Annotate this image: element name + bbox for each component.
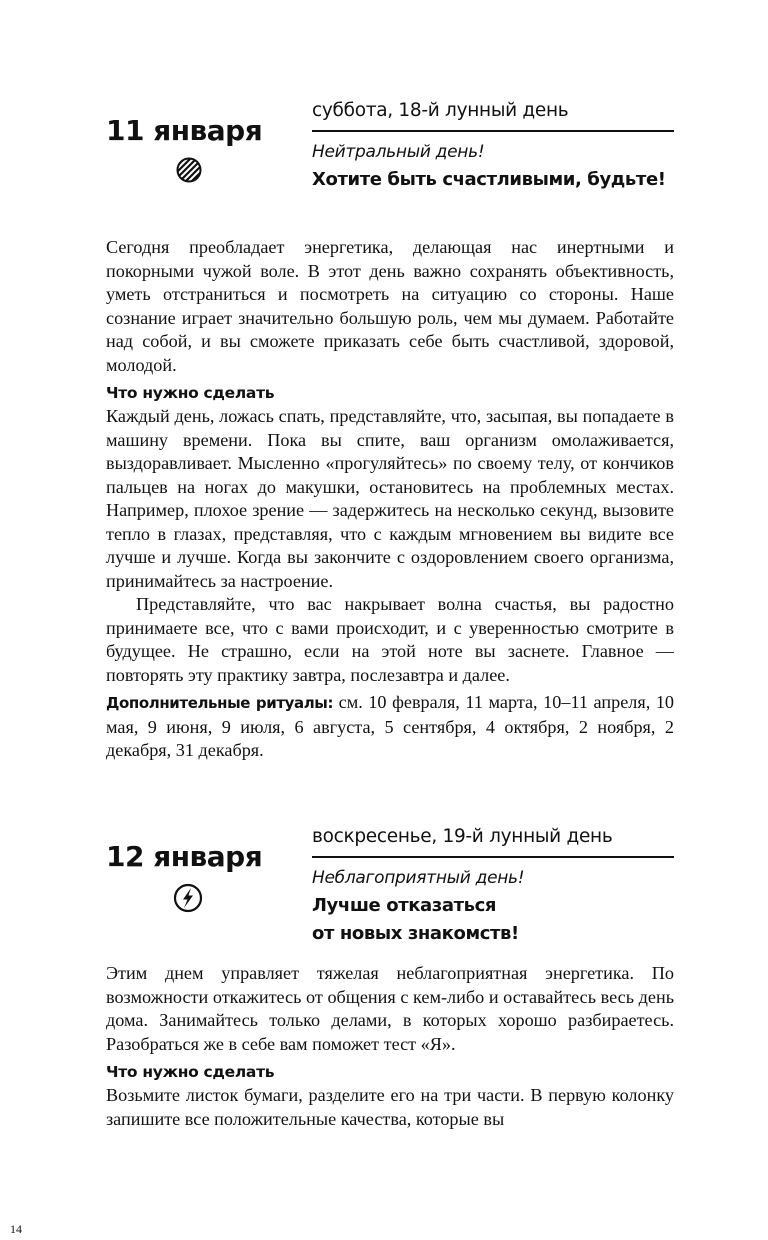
intro-paragraph: Этим днем управляет тяжелая неблагоприятная энергетика. По возможности откажитесь от общения с кем-либо и оставайтесь весь день дома. Занимайтесь только делами, в которых хорошо разбираетесь. Разобраться же в себе вам поможет тест «Я».	[106, 963, 674, 1054]
body-paragraph: Возьмите листок бумаги, разделите его на три части. В первую колонку запишите все положительные качества, которые вы	[106, 1085, 674, 1129]
day-type: Нейтральный день!	[312, 142, 485, 162]
page-number: 14	[10, 1222, 22, 1236]
entry-body	[106, 236, 674, 763]
intro-paragraph: Сегодня преобладает энергетика, делающая нас инертными и покорными чужой воле. В этот день важно сохранять объективность, уметь отстраниться и посмотреть на ситуацию со стороны. Наше сознание играет значительно большую роль, чем мы думаем. Работайте над собой, и вы сможете приказать себе быть счастливой, здоровой, молодой.	[106, 237, 674, 375]
divider	[312, 856, 674, 858]
day-type: Неблагоприятный день!	[312, 868, 525, 888]
section-heading: Что нужно сделать	[106, 1063, 275, 1081]
lightning-circle-icon	[172, 882, 204, 914]
entry-body	[106, 962, 674, 1131]
divider	[312, 130, 674, 132]
day-meta	[312, 100, 674, 194]
hatched-circle-icon	[175, 156, 203, 184]
extra-rituals	[106, 691, 674, 763]
extra-rituals-text: см. 10 февраля, 11 марта, 10–11 апреля, 10 мая, 9 июня, 9 июля, 6 августа, 5 сентября, 4 октября, 2 ноября, 2 декабря, 31 декабря.	[106, 692, 675, 760]
body-paragraph: Каждый день, ложась спать, представляйте, что, засыпая, вы попадаете в машину времени. Пока вы спите, ваш организм омолаживается, выздоравливает. Мысленно «прогуляйтесь» по своему телу, от кончиков пальцев на ногах до макушки, остановитесь на проблемных местах. Например, плохое зрение — задержитесь на несколько секунд, вызовите тепло в глазах, представляя, что с каждым мгновением вы видите все лучше и лучше. Когда вы закончите с оздоровлением своего организма, принимайтесь за настроение.	[106, 406, 674, 591]
day-motto-line: Лучше отказаться	[312, 895, 497, 916]
day-motto-line: от новых знакомств!	[312, 923, 519, 944]
weekday-lunar-day: воскресенье, 19-й лунный день	[312, 826, 613, 847]
date-heading: 12 января	[106, 840, 263, 873]
weekday-lunar-day: суббота, 18-й лунный день	[312, 100, 569, 121]
section-heading: Что нужно сделать	[106, 384, 275, 402]
day-motto	[312, 892, 674, 948]
extra-rituals-label: Дополнительные ритуалы:	[106, 694, 334, 712]
day-motto: Хотите быть счастливыми, будьте!	[312, 169, 666, 190]
day-meta	[312, 826, 674, 948]
date-heading: 11 января	[106, 114, 263, 147]
body-paragraph: Представляйте, что вас накрывает волна счастья, вы радостно принимаете все, что с вами происходит, и с уверенностью смотрите в будущее. Не страшно, если на этой ноте вы заснете. Главное — повторять эту практику завтра, послезавтра и далее.	[106, 594, 674, 685]
